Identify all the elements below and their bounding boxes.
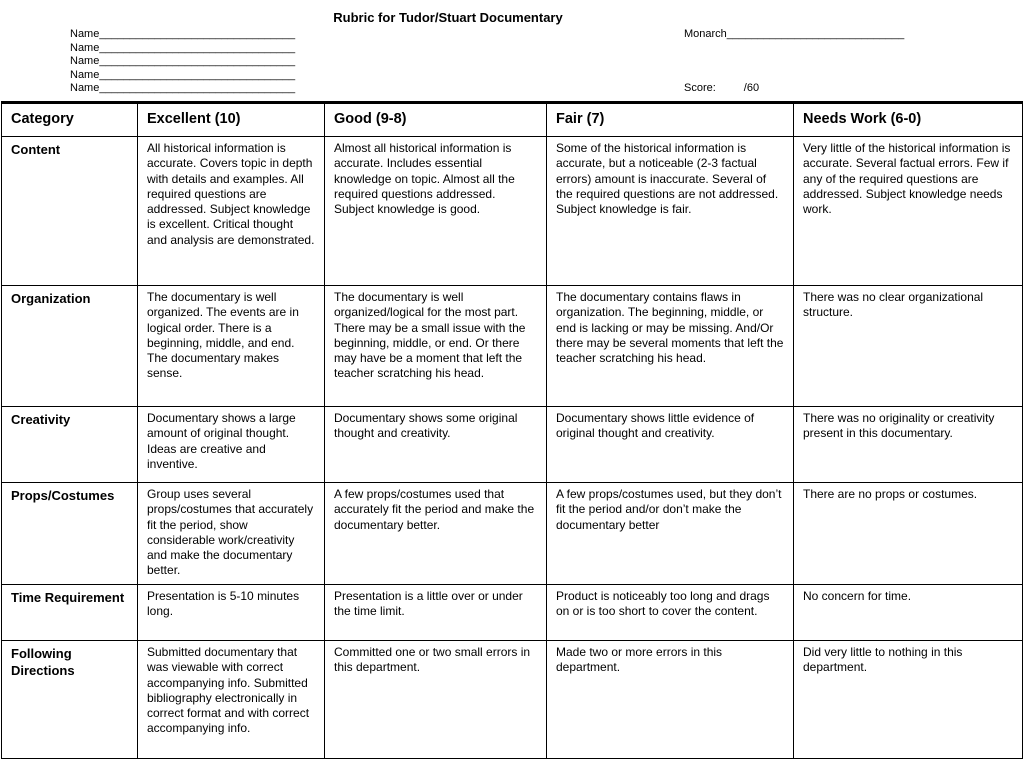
- row-category: Content: [2, 137, 138, 286]
- document-title: Rubric for Tudor/Stuart Documentary: [333, 10, 563, 25]
- name-line: Name________________________________: [70, 82, 296, 94]
- criteria-cell: Presentation is a little over or under the time limit.: [325, 585, 547, 641]
- criteria-cell: Documentary shows a large amount of original thought. Ideas are creative and inventive.: [138, 407, 325, 483]
- monarch-line: Monarch_____________________________: [684, 28, 905, 40]
- header-excellent: Excellent (10): [138, 103, 325, 137]
- criteria-cell: Very little of the historical information is accurate. Several factual errors. Few if any of the required questions are addressed. Subject knowledge needs work.: [794, 137, 1023, 286]
- table-row-time-requirement: [2, 585, 1023, 641]
- criteria-cell: A few props/costumes used, but they don’t fit the period and/or don’t make the documentary better: [547, 483, 794, 585]
- table-row-creativity: [2, 407, 1023, 483]
- row-category: Organization: [2, 286, 138, 407]
- criteria-cell: Group uses several props/costumes that accurately fit the period, show considerable work/creativity and make the documentary better.: [138, 483, 325, 585]
- name-line: Name________________________________: [70, 41, 296, 54]
- criteria-cell: Committed one or two small errors in this department.: [325, 641, 547, 759]
- header-needs-work: Needs Work (6-0): [794, 103, 1023, 137]
- header-fair: Fair (7): [547, 103, 794, 137]
- table-row-props-costumes: [2, 483, 1023, 585]
- table-row-following-directions: [2, 641, 1023, 759]
- criteria-cell: The documentary is well organized/logical for the most part. There may be a small issue with the beginning, middle, or end. Or there may have be a moment that left the teacher scratching his head.: [325, 286, 547, 407]
- name-line: Name________________________________: [70, 68, 296, 81]
- name-line: Name________________________________: [70, 28, 296, 40]
- criteria-cell: A few props/costumes used that accurately fit the period and make the documentary better.: [325, 483, 547, 585]
- criteria-cell: Did very little to nothing in this department.: [794, 641, 1023, 759]
- row-category: Props/Costumes: [2, 483, 138, 585]
- rubric-table: [1, 101, 1023, 759]
- header-row: [2, 103, 1023, 137]
- score-value: /60: [743, 82, 760, 94]
- criteria-cell: No concern for time.: [794, 585, 1023, 641]
- criteria-cell: The documentary contains flaws in organization. The beginning, middle, or end is lacking or may be missing. And/Or there may be several moments that left the teacher scratching his head.: [547, 286, 794, 407]
- table-row-content: [2, 137, 1023, 286]
- criteria-cell: Almost all historical information is accurate. Includes essential knowledge on topic. Almost all the required questions addressed. Subject knowledge is good.: [325, 137, 547, 286]
- criteria-cell: Submitted documentary that was viewable with correct accompanying info. Submitted bibliography electronically in correct format and with correct accompanying info.: [138, 641, 325, 759]
- row-category: Time Requirement: [2, 585, 138, 641]
- criteria-cell: Some of the historical information is accurate, but a noticeable (2-3 factual errors) amount is inaccurate. Several of the required questions are not addressed. Subject knowledge is fair.: [547, 137, 794, 286]
- header-good: Good (9-8): [325, 103, 547, 137]
- name-line: Name________________________________: [70, 55, 296, 67]
- criteria-cell: There was no clear organizational structure.: [794, 286, 1023, 407]
- criteria-cell: The documentary is well organized. The events are in logical order. There is a beginning, middle, and end. The documentary makes sense.: [138, 286, 325, 407]
- table-row-organization: [2, 286, 1023, 407]
- row-category: Following Directions: [2, 641, 138, 759]
- criteria-cell: Made two or more errors in this department.: [547, 641, 794, 759]
- criteria-cell: Presentation is 5-10 minutes long.: [138, 585, 325, 641]
- criteria-cell: There was no originality or creativity present in this documentary.: [794, 407, 1023, 483]
- row-category: Creativity: [2, 407, 138, 483]
- name-lines: [70, 28, 295, 96]
- criteria-cell: Documentary shows some original thought and creativity.: [325, 407, 547, 483]
- criteria-cell: Documentary shows little evidence of original thought and creativity.: [547, 407, 794, 483]
- criteria-cell: Product is noticeably too long and drags on or is too short to cover the content.: [547, 585, 794, 641]
- score-line: [684, 82, 759, 94]
- criteria-cell: There are no props or costumes.: [794, 483, 1023, 585]
- criteria-cell: All historical information is accurate. Covers topic in depth with details and examples. All required questions are addressed. Subject knowledge is excellent. Critical thought and analysis are demonstrated.: [138, 137, 325, 286]
- header-category: Category: [2, 103, 138, 137]
- score-label: Score:: [684, 82, 716, 94]
